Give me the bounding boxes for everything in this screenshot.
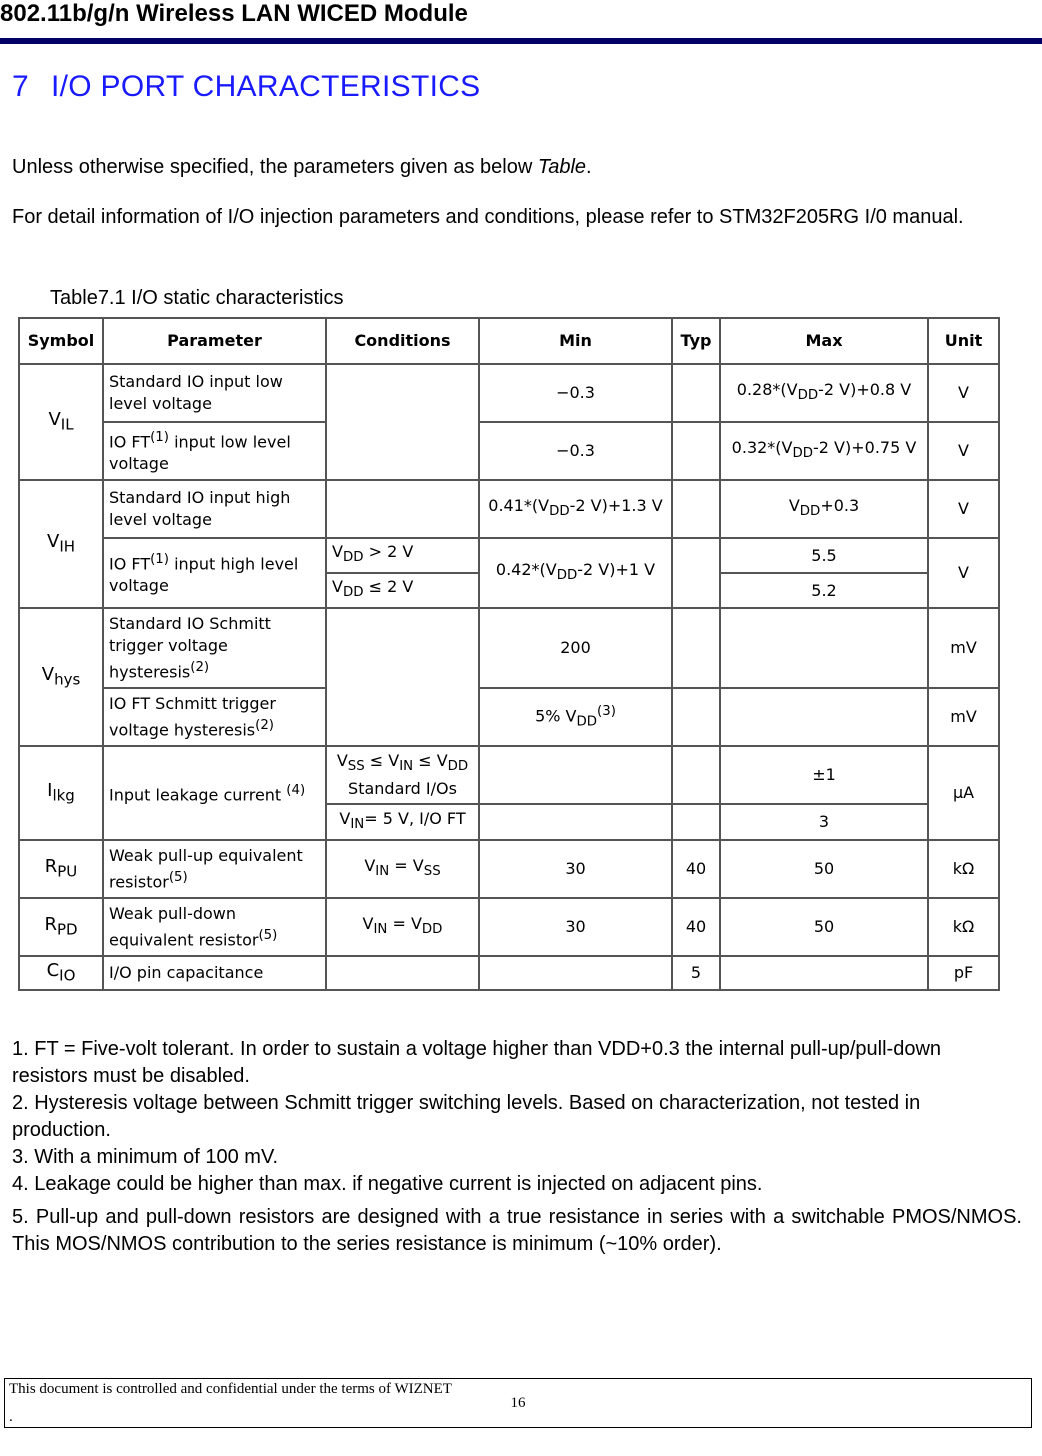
typ-ilkg-standard (672, 746, 720, 804)
symbol-rpu: $R_{PU}$ (19, 840, 103, 898)
table-header-row (19, 318, 999, 364)
max-vil-standard: $0.28*(V_{DD}-2$ V)+0.8 V (720, 364, 928, 422)
min-vhys-standard: 200 (479, 608, 672, 688)
unit-vhys-standard: mV (928, 608, 999, 688)
cond-vih-ft-le: $V_{DD} \le 2$ V (326, 573, 479, 608)
table-row-rpu (19, 840, 999, 898)
table-row-vhys-1 (19, 608, 999, 688)
symbol-vil: $V_{IL}$ (19, 364, 103, 480)
table-row-rpd (19, 898, 999, 956)
typ-vhys-ft (672, 688, 720, 746)
table-row-vih-2a (19, 538, 999, 573)
header-min: Min (479, 318, 672, 364)
cond-rpu: $V_{IN} = V_{SS}$ (326, 840, 479, 898)
param-rpd: Weak pull-down equivalent resistor$^{(5)}$ (103, 898, 326, 956)
intro-paragraph-1 (12, 154, 592, 181)
cond-vih-standard (326, 480, 479, 538)
table-row-vil-2 (19, 422, 999, 480)
cond-vih-ft-gt: $V_{DD} > 2$ V (326, 538, 479, 573)
io-characteristics-table-wrap (18, 317, 998, 991)
footnote-4: 4. Leakage could be higher than max. if negative current is injected on adjacent pins. (12, 1173, 763, 1195)
min-rpu: 30 (479, 840, 672, 898)
typ-rpd: 40 (672, 898, 720, 956)
table-row-vhys-2 (19, 688, 999, 746)
header-typ: Typ (672, 318, 720, 364)
header-max: Max (720, 318, 928, 364)
max-vih-ft-a: 5.5 (720, 538, 928, 573)
unit-cio: pF (928, 956, 999, 990)
section-number: 7 (12, 70, 29, 103)
footer-box (4, 1378, 1032, 1428)
typ-vih-ft (672, 538, 720, 608)
unit-vil-standard: V (928, 364, 999, 422)
min-vhys-ft: 5% $V_{DD}^{(3)}$ (479, 688, 672, 746)
param-ilkg: Input leakage current $^{(4)}$ (103, 746, 326, 840)
min-rpd: 30 (479, 898, 672, 956)
max-rpd: 50 (720, 898, 928, 956)
symbol-rpd: $R_{PD}$ (19, 898, 103, 956)
max-rpu: 50 (720, 840, 928, 898)
cond-rpd: $V_{IN} = V_{DD}$ (326, 898, 479, 956)
typ-vhys-standard (672, 608, 720, 688)
intro-text: Unless otherwise specified, the parameters given as below (12, 156, 538, 178)
unit-rpu: kΩ (928, 840, 999, 898)
typ-rpu: 40 (672, 840, 720, 898)
param-vhys-ft: IO FT Schmitt trigger voltage hysteresis$^{(2)}$ (103, 688, 326, 746)
max-cio (720, 956, 928, 990)
typ-cio: 5 (672, 956, 720, 990)
unit-rpd: kΩ (928, 898, 999, 956)
header-conditions: Conditions (326, 318, 479, 364)
footnotes (12, 1036, 1022, 1258)
table-row-cio (19, 956, 999, 990)
symbol-vhys: $V_{hys}$ (19, 608, 103, 746)
table-row-ilkg-1 (19, 746, 999, 804)
max-vih-ft-b: 5.2 (720, 573, 928, 608)
unit-vih-ft: V (928, 538, 999, 608)
max-ilkg-ft: 3 (720, 804, 928, 840)
cond-ilkg-ft: $V_{IN}= 5$ V, I/O FT (326, 804, 479, 840)
min-vih-ft: $0.42*(V_{DD}-2$ V)+1 V (479, 538, 672, 608)
symbol-ilkg: $I_{lkg}$ (19, 746, 103, 840)
cond-vhys-empty (326, 608, 479, 746)
cond-vil-empty (326, 364, 479, 480)
max-vih-standard: $V_{DD}+0.3$ (720, 480, 928, 538)
min-cio (479, 956, 672, 990)
min-ilkg-ft (479, 804, 672, 840)
typ-vih-standard (672, 480, 720, 538)
footnote-3: 3. With a minimum of 100 mV. (12, 1146, 279, 1168)
typ-vil-ft (672, 422, 720, 480)
section-heading (12, 70, 481, 104)
intro-italic-table: Table (537, 156, 587, 178)
unit-ilkg: µA (928, 746, 999, 840)
io-characteristics-table (18, 317, 1000, 991)
page-number: 16 (510, 1395, 526, 1411)
max-vhys-standard (720, 608, 928, 688)
param-cio: I/O pin capacitance (103, 956, 326, 990)
max-ilkg-standard: ±1 (720, 746, 928, 804)
param-vih-standard: Standard IO input high level voltage (103, 480, 326, 538)
unit-vhys-ft: mV (928, 688, 999, 746)
param-vih-ft: IO FT$^{(1)}$ input high level voltage (103, 538, 326, 608)
table-row-vil-1 (19, 364, 999, 422)
table-caption: Table7.1 I/O static characteristics (50, 287, 344, 309)
footnote-1: 1. FT = Five-volt tolerant. In order to sustain a voltage higher than VDD+0.3 the internal pull-up/pull-down resistors must be disabled. (12, 1038, 942, 1087)
footer-dot: . (9, 1409, 13, 1425)
min-vil-ft: −0.3 (479, 422, 672, 480)
symbol-vih: $V_{IH}$ (19, 480, 103, 608)
max-vil-ft: $0.32*(V_{DD}-2$ V)+0.75 V (720, 422, 928, 480)
min-vil-standard: −0.3 (479, 364, 672, 422)
param-vil-standard: Standard IO input low level voltage (103, 364, 326, 422)
min-vih-standard: $0.41*(V_{DD}-2$ V)+1.3 V (479, 480, 672, 538)
param-rpu: Weak pull-up equivalent resistor$^{(5)}$ (103, 840, 326, 898)
param-vil-ft: IO FT$^{(1)}$ input low level voltage (103, 422, 326, 480)
unit-vih-standard: V (928, 480, 999, 538)
header-unit: Unit (928, 318, 999, 364)
document-header-title: 802.11b/g/n Wireless LAN WICED Module (0, 0, 468, 27)
table-row-vih-1 (19, 480, 999, 538)
cond-ilkg-standard: $V_{SS} \le V_{IN} \le V_{DD}$ Standard I/Os (326, 746, 479, 804)
footnote-2: 2. Hysteresis voltage between Schmitt trigger switching levels. Based on characterization, not tested in production. (12, 1092, 921, 1141)
typ-vil-standard (672, 364, 720, 422)
header-rule (0, 38, 1042, 44)
typ-ilkg-ft (672, 804, 720, 840)
header-parameter: Parameter (103, 318, 326, 364)
min-ilkg-standard (479, 746, 672, 804)
max-vhys-ft (720, 688, 928, 746)
header-symbol: Symbol (19, 318, 103, 364)
unit-vil-ft: V (928, 422, 999, 480)
cond-cio (326, 956, 479, 990)
intro-paragraph-2: For detail information of I/O injection parameters and conditions, please refer to STM32F205RG I/0 manual. (12, 206, 964, 228)
symbol-cio: $C_{IO}$ (19, 956, 103, 990)
section-title: I/O PORT CHARACTERISTICS (51, 70, 481, 103)
param-vhys-standard: Standard IO Schmitt trigger voltage hysteresis$^{(2)}$ (103, 608, 326, 688)
intro-text-end: . (586, 156, 592, 178)
footnote-5: 5. Pull-up and pull-down resistors are designed with a true resistance in series with a switchable PMOS/NMOS. This MOS/NMOS contribution to the series resistance is minimum (~10% order). (12, 1206, 1022, 1255)
footer-confidential-text: This document is controlled and confidential under the terms of WIZNET (9, 1381, 452, 1397)
